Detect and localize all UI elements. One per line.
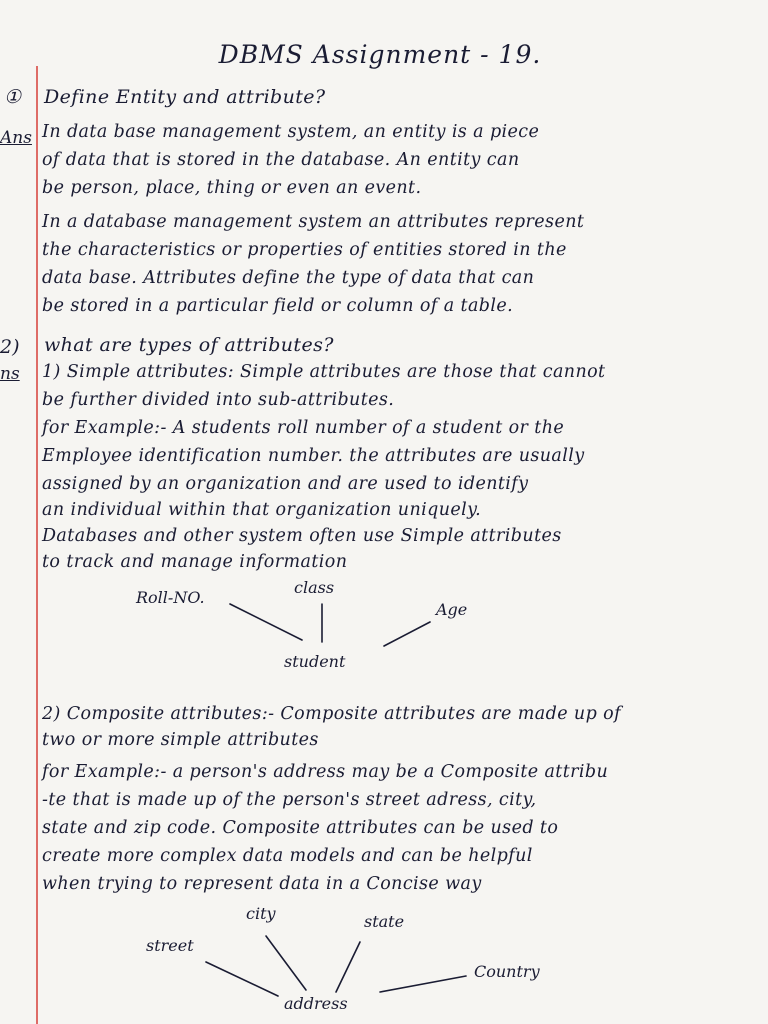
diagram-2-country-label: Country xyxy=(474,962,540,981)
composite-attributes-line: create more complex data models and can be helpful xyxy=(42,846,533,866)
simple-attributes-line: assigned by an organization and are used to identify xyxy=(42,474,529,494)
simple-attributes-line: 1) Simple attributes: Simple attributes are those that cannot xyxy=(42,362,606,382)
simple-attributes-line: an individual within that organization uniquely. xyxy=(42,500,482,520)
diagram-1-right-label: Age xyxy=(436,600,468,619)
diagram-1-center-label: student xyxy=(284,652,346,671)
composite-attributes-line: state and zip code. Composite attributes can be used to xyxy=(42,818,559,838)
question-2-text: what are types of attributes? xyxy=(44,334,334,356)
answer-1-line: In a database management system an attributes represent xyxy=(42,212,585,232)
composite-attributes-line: for Example:- a person's address may be a Composite attribu xyxy=(42,762,609,782)
answer-1-line: In data base management system, an entity is a piece xyxy=(42,122,540,142)
diagram-2-city-label: city xyxy=(246,904,276,923)
answer-1-line: the characteristics or properties of entities stored in the xyxy=(42,240,567,260)
question-1-text: Define Entity and attribute? xyxy=(44,86,326,108)
composite-attributes-line: two or more simple attributes xyxy=(42,730,319,750)
question-1-number: ① xyxy=(4,86,22,108)
page-title: DBMS Assignment - 19. xyxy=(218,40,542,69)
composite-attributes-line: when trying to represent data in a Concise way xyxy=(42,874,482,894)
diagram-2-center-label: address xyxy=(284,994,348,1013)
simple-attributes-line: Databases and other system often use Simple attributes xyxy=(42,526,562,546)
simple-attributes-line: for Example:- A students roll number of a student or the xyxy=(42,418,565,438)
question-2-number: 2) xyxy=(0,336,20,358)
simple-attributes-line: Employee identification number. the attributes are usually xyxy=(42,446,585,466)
diagram-1-left-label: Roll-NO. xyxy=(136,588,205,607)
diagram-1-top-label: class xyxy=(294,578,335,597)
diagram-2-state-label: state xyxy=(364,912,405,931)
diagram-2-street-label: street xyxy=(146,936,194,955)
answer-1-marker: Ans xyxy=(0,128,32,148)
composite-attributes-line: 2) Composite attributes:- Composite attributes are made up of xyxy=(42,704,621,724)
answer-2-marker: ns xyxy=(0,364,20,384)
simple-attributes-line: to track and manage information xyxy=(42,552,348,572)
composite-attributes-line: -te that is made up of the person's street adress, city, xyxy=(42,790,537,810)
simple-attributes-line: be further divided into sub-attributes. xyxy=(42,390,395,410)
answer-1-line: be person, place, thing or even an event. xyxy=(42,178,422,198)
answer-1-line: of data that is stored in the database. An entity can xyxy=(42,150,520,170)
answer-1-line: data base. Attributes define the type of data that can xyxy=(42,268,535,288)
answer-1-line: be stored in a particular field or column of a table. xyxy=(42,296,514,316)
